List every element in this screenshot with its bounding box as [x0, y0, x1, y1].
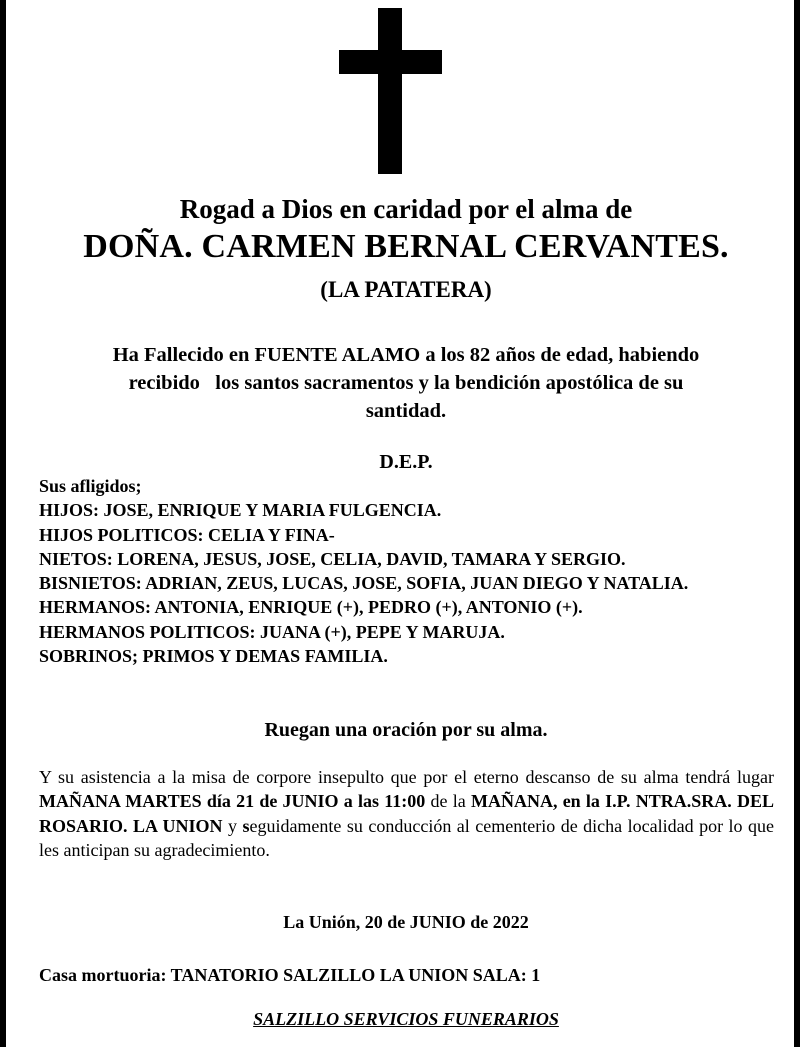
family-hijos-politicos: HIJOS POLITICOS: CELIA Y FINA- — [39, 524, 335, 545]
prayer-request: Ruegan una oración por su alma. — [264, 719, 548, 741]
family-list — [39, 474, 774, 668]
deceased-name: DOÑA. CARMEN BERNAL CERVANTES. — [83, 228, 729, 265]
mass-paragraph — [39, 765, 774, 862]
prayer-heading: Rogad a Dios en caridad por el alma de — [179, 194, 633, 224]
funeral-home: Casa mortuoria: TANATORIO SALZILLO LA UNION SALA: 1 — [39, 965, 541, 985]
announcement-line: santidad. — [365, 400, 447, 422]
mass-date: MAÑANA MARTES día 21 de JUNIO a las 11:00 — [39, 791, 426, 812]
dep-label: D.E.P. — [379, 451, 433, 473]
mass-text: Y su asistencia a la misa de corpore insepulto que por el eterno descanso de su alma tendrá lugar — [39, 767, 774, 787]
mass-text: y — [222, 815, 243, 836]
mass-location: MAÑANA, en la I.P. NTRA.SRA. DEL ROSARIO. LA UNION — [39, 791, 775, 836]
family-hermanos-politicos: HERMANOS POLITICOS: JUANA (+), PEPE Y MARUJA. — [39, 621, 505, 642]
family-sobrinos: SOBRINOS; PRIMOS Y DEMAS FAMILIA. — [39, 646, 388, 667]
announcement-line: Ha Fallecido en FUENTE ALAMO a los 82 años de edad, habiendo — [112, 344, 700, 366]
cross-icon — [339, 8, 442, 174]
funeral-service-signature: SALZILLO SERVICIOS FUNERARIOS — [253, 1009, 559, 1029]
family-intro: Sus afligidos; — [39, 476, 142, 496]
mass-text: eguidamente su conducción al cementerio de dicha localidad por lo que les anticipan su agradecimiento. — [39, 815, 774, 860]
mass-text: de la — [425, 791, 471, 812]
deceased-nickname: (LA PATATERA) — [320, 277, 492, 302]
place-date: La Unión, 20 de JUNIO de 2022 — [283, 912, 529, 932]
family-hermanos: HERMANOS: ANTONIA, ENRIQUE (+), PEDRO (+), ANTONIO (+). — [39, 597, 583, 618]
family-nietos: NIETOS: LORENA, JESUS, JOSE, CELIA, DAVID, TAMARA Y SERGIO. — [39, 548, 626, 569]
announcement-line: recibido los santos sacramentos y la bendición apostólica de su — [128, 372, 684, 394]
family-bisnietos: BISNIETOS: ADRIAN, ZEUS, LUCAS, JOSE, SOFIA, JUAN DIEGO Y NATALIA. — [39, 573, 689, 594]
death-announcement — [46, 341, 766, 425]
family-hijos: HIJOS: JOSE, ENRIQUE Y MARIA FULGENCIA. — [39, 500, 442, 521]
mass-text-bold: s — [242, 815, 250, 836]
